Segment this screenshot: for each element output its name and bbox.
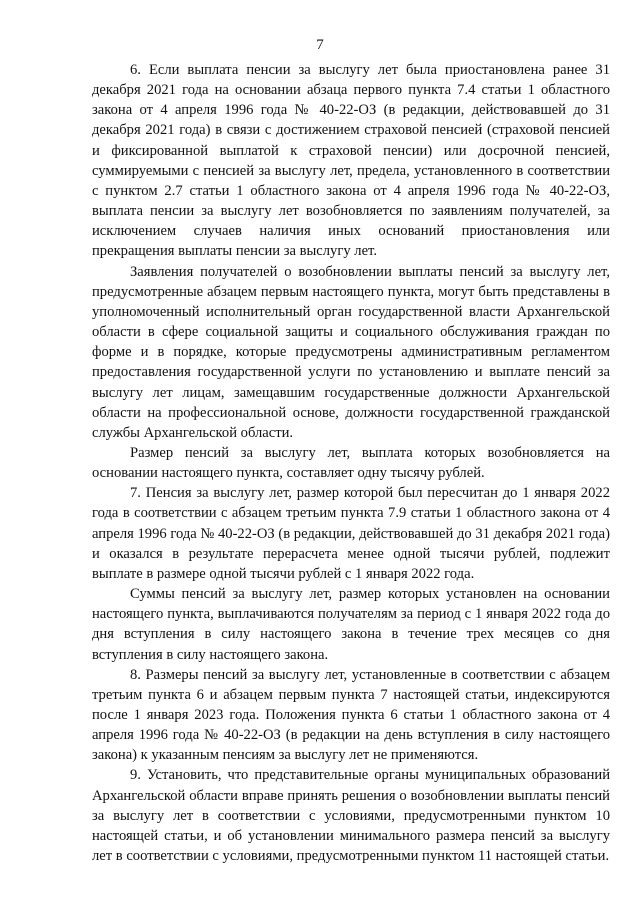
document-body [92, 60, 610, 866]
paragraph-item-7: 7. Пенсия за выслугу лет, размер которой был пересчитан до 1 января 2022 года в соответствии с абзацем третьим пункта 7.9 статьи 1 областного закона от 4 апреля 1996 года № 40-22-ОЗ (в редакции, действовавшей до 31 декабря 2021 года) и оказался в результате перерасчета менее одной тысячи рублей, подлежит выплате в размере одной тысячи рублей с 1 января 2022 года. [92, 485, 611, 582]
paragraph-pension-sums: Суммы пенсий за выслугу лет, размер которых установлен на основании настоящего пункта, выплачиваются получателям за период с 1 января 2022 года до дня вступления в силу настоящего закона в течение трех месяцев со дня вступления в силу настоящего закона. [92, 586, 610, 663]
paragraph-item-9: 9. Установить, что представительные органы муниципальных образований Архангельской области вправе принять решения о возобновлении выплаты пенсий за выслугу лет в соответствии с условиями, предусмотренными пунктом 10 настоящей статьи, и об установлении минимального размера пенсий за выслугу лет в соответствии с условиями, предусмотренными пунктом 11 настоящей статьи. [92, 767, 610, 865]
paragraph-item-6: 6. Если выплата пенсии за выслугу лет была приостановлена ранее 31 декабря 2021 года на основании абзаца первого пункта 7.4 статьи 1 областного закона от 4 апреля 1996 года № 40-22-ОЗ (в редакции, действовавшей до 31 декабря 2021 года) в связи с достижением страховой пенсией (страховой пенсией и фиксированной выплатой к страховой пенсии) или досрочной пенсией, суммируемыми с пенсией за выслугу лет, предела, установленного в соответствии с пунктом 2.7 статьи 1 областного закона от 4 апреля 1996 года № 40-22-ОЗ, выплата пенсии за выслугу лет возобновляется по заявлениям получателей, за исключением случаев наличия иных оснований приостановления или прекращения выплаты пенсии за выслугу лет. [92, 62, 610, 260]
paragraph-pension-size: Размер пенсий за выслугу лет, выплата которых возобновляется на основании настоящего пункта, составляет одну тысячу рублей. [92, 444, 610, 482]
paragraph-applications: Заявления получателей о возобновлении выплаты пенсий за выслугу лет, предусмотренные абзацем первым настоящего пункта, могут быть представлены в уполномоченный исполнительный орган государственной власти Архангельской области в сфере социальной защиты и социального обслуживания граждан по форме и в порядке, которые предусмотрены административным регламентом предоставления государственной услуги по установлению и выплате пенсий за выслугу лет лицам, замещавшим государственные должности Архангельской области на профессиональной основе, должности государственной гражданской службы Архангельской области. [92, 263, 610, 441]
paragraph-item-8: 8. Размеры пенсий за выслугу лет, установленные в соответствии с абзацем третьим пункта 6 и абзацем первым пункта 7 настоящей статьи, индексируются после 1 января 2023 года. Положения пункта 6 статьи 1 областного закона от 4 апреля 1996 года № 40-22-ОЗ (в редакции на день вступления в силу настоящего закона) к указанным пенсиям за выслугу лет не применяются. [92, 666, 610, 764]
page-number: 7 [316, 37, 324, 53]
